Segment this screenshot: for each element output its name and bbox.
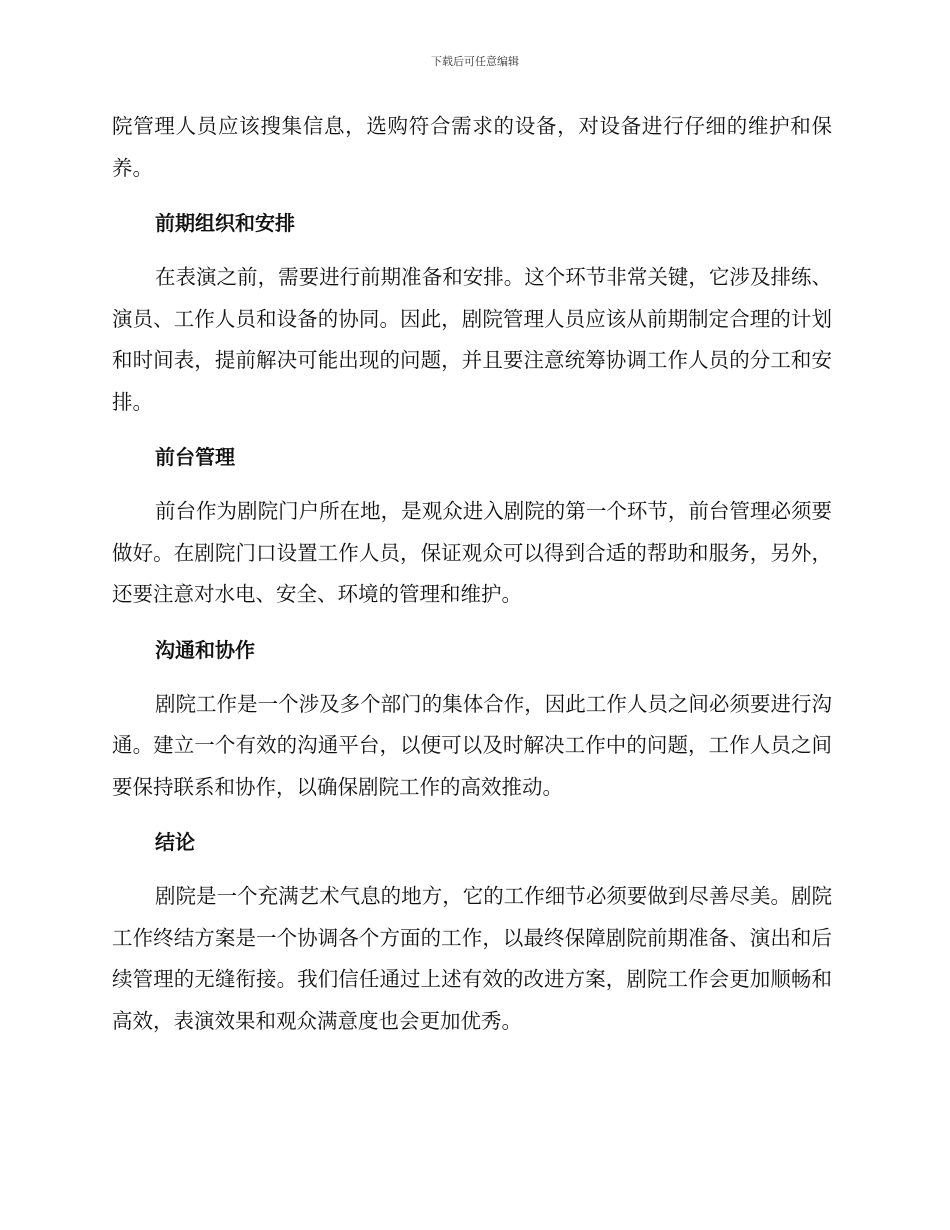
section-body-conclusion: 剧院是一个充满艺术气息的地方，它的工作细节必须要做到尽善尽美。剧院工作终结方案是一个协调各个方面的工作，以最终保障剧院前期准备、演出和后续管理的无缝衔接。我们信任通过上述有效的改进方案，剧院工作会更加顺畅和高效，表演效果和观众满意度也会更加优秀。 — [112, 884, 832, 1033]
page-header: 下载后可任意编辑 — [431, 55, 519, 68]
section-heading-conclusion: 结论 — [155, 830, 195, 854]
section-heading-preparation: 前期组织和安排 — [155, 211, 295, 235]
intro-tail-paragraph: 院管理人员应该搜集信息，选购符合需求的设备，对设备进行仔细的维护和保养。 — [112, 114, 832, 180]
section-heading-communication: 沟通和协作 — [155, 637, 255, 662]
section-body-preparation: 在表演之前，需要进行前期准备和安排。这个环节非常关键，它涉及排练、演员、工作人员和设备的协同。因此，剧院管理人员应该从前期制定合理的计划和时间表，提前解决可能出现的问题，并且要注意统筹协调工作人员的分工和安排。 — [112, 265, 832, 414]
document-body — [112, 106, 832, 1056]
section-heading-front-desk: 前台管理 — [155, 445, 235, 469]
section-body-communication: 剧院工作是一个涉及多个部门的集体合作，因此工作人员之间必须要进行沟通。建立一个有效的沟通平台，以便可以及时解决工作中的问题，工作人员之间要保持联系和协作，以确保剧院工作的高效推动。 — [112, 691, 832, 799]
section-body-front-desk: 前台作为剧院门户所在地，是观众进入剧院的第一个环节，前台管理必须要做好。在剧院门口设置工作人员，保证观众可以得到合适的帮助和服务，另外，还要注意对水电、安全、环境的管理和维护。 — [112, 499, 832, 606]
